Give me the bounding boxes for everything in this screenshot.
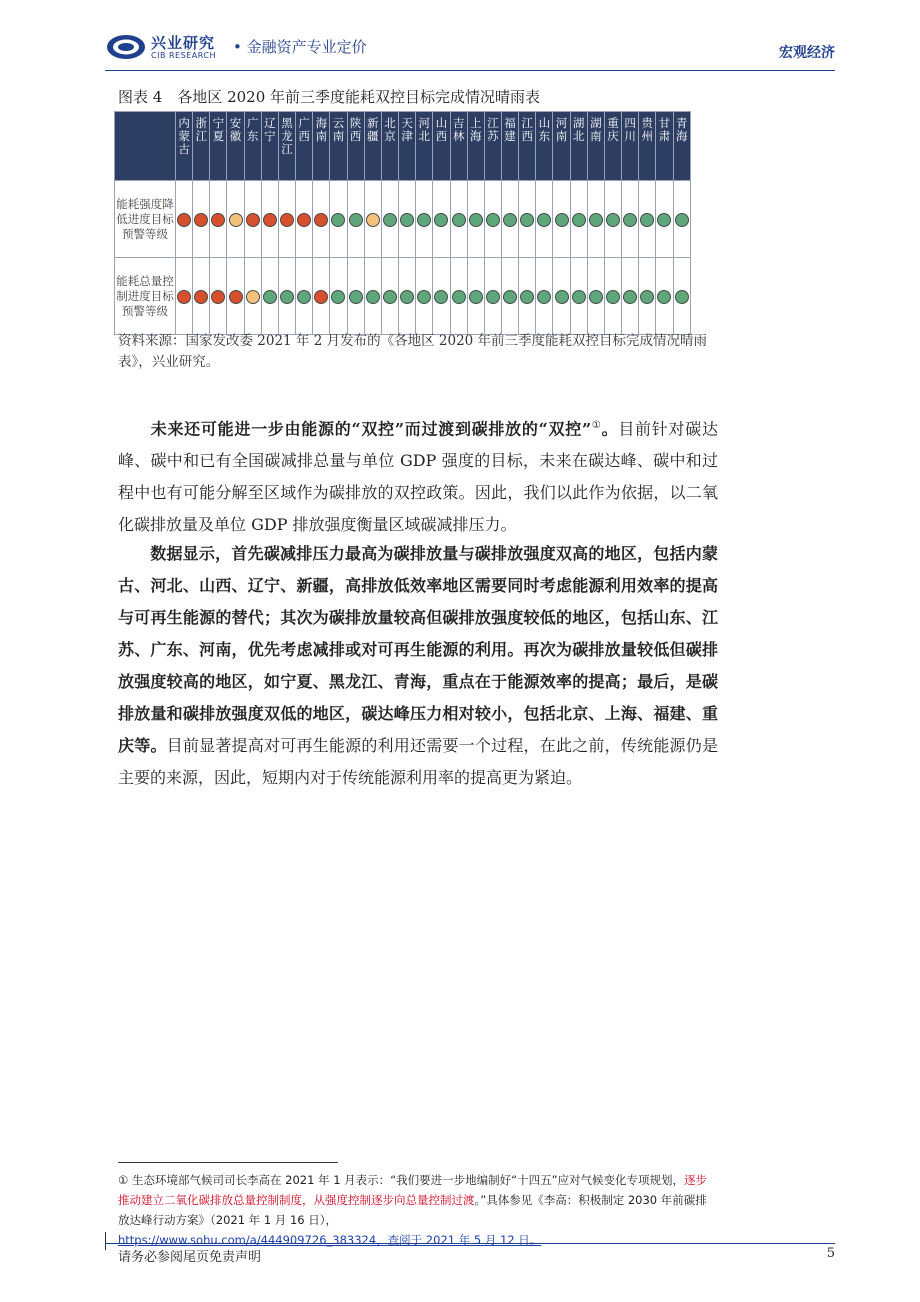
status-dot-green (555, 213, 569, 227)
disclaimer[interactable]: 请务必参阅尾页免责声明 (118, 1250, 262, 1265)
province-label: 江苏 (487, 116, 499, 143)
province-label: 内蒙古 (178, 116, 190, 156)
status-dot-green (640, 290, 654, 304)
status-dot-green (469, 213, 483, 227)
total-cell (278, 258, 295, 335)
footnote-divider (118, 1162, 338, 1163)
province-label: 云南 (332, 116, 345, 143)
figure-title: 图表 4 各地区 2020 年前三季度能耗双控目标完成情况晴雨表 (118, 88, 541, 106)
total-cell (193, 258, 210, 335)
province-label: 河北 (418, 116, 431, 143)
paragraph-2 (118, 538, 718, 794)
total-cell (364, 258, 381, 335)
province-header (261, 112, 278, 181)
intensity-cell (364, 181, 381, 258)
status-dot-green (520, 290, 534, 304)
province-label: 青海 (676, 116, 688, 143)
intensity-cell (433, 181, 450, 258)
intensity-cell (296, 181, 313, 258)
status-dot-green (555, 290, 569, 304)
status-dot-red (246, 213, 260, 227)
intensity-cell (604, 181, 621, 258)
intensity-cell (570, 181, 587, 258)
province-label: 广西 (298, 116, 310, 143)
province-header (330, 112, 347, 181)
status-dot-green (503, 213, 517, 227)
province-label: 安徽 (229, 116, 242, 143)
intensity-cell (519, 181, 536, 258)
total-row (115, 258, 691, 335)
intensity-cell (416, 181, 433, 258)
status-dot-green (623, 213, 637, 227)
brand-subtitle: CIB RESEARCH (151, 51, 216, 60)
province-header (450, 112, 467, 181)
paragraph-1-lead: 未来还可能进一步由能源的“双控”而过渡到碳排放的“双控” (150, 419, 592, 439)
intensity-cell (227, 181, 244, 258)
province-label: 甘肃 (658, 116, 671, 143)
intensity-cell (261, 181, 278, 258)
status-dot-red (263, 213, 277, 227)
status-dot-green (469, 290, 483, 304)
status-dot-green (589, 290, 603, 304)
province-label: 湖南 (590, 116, 602, 143)
status-dot-green (383, 290, 397, 304)
status-dot-red (280, 213, 294, 227)
province-header (484, 112, 501, 181)
province-label: 天津 (401, 116, 413, 143)
footer-divider (105, 1243, 835, 1244)
province-label: 新疆 (367, 116, 379, 143)
total-cell (296, 258, 313, 335)
province-header (313, 112, 330, 181)
total-cell (176, 258, 193, 335)
status-dot-green (349, 213, 363, 227)
status-dot-red (211, 290, 225, 304)
status-dot-green (606, 213, 620, 227)
province-header (210, 112, 227, 181)
margin-bar (105, 1232, 106, 1250)
intensity-cell (176, 181, 193, 258)
province-header (296, 112, 313, 181)
province-header (519, 112, 536, 181)
province-header (193, 112, 210, 181)
total-cell (433, 258, 450, 335)
province-header (278, 112, 295, 181)
status-dot-red (177, 290, 191, 304)
total-cell (656, 258, 673, 335)
province-label: 黑龙江 (281, 116, 293, 156)
total-cell (604, 258, 621, 335)
status-dot-green (640, 213, 654, 227)
status-dot-green (520, 213, 534, 227)
total-cell (244, 258, 261, 335)
rain-gauge-table (114, 111, 691, 335)
total-cell (313, 258, 330, 335)
cib-logo-icon (105, 32, 147, 62)
status-dot-green (366, 290, 380, 304)
status-dot-green (452, 213, 466, 227)
status-dot-green (263, 290, 277, 304)
province-label: 江西 (521, 116, 533, 143)
intensity-cell (639, 181, 656, 258)
province-label: 四川 (624, 116, 636, 143)
total-cell (570, 258, 587, 335)
intensity-cell (536, 181, 553, 258)
status-dot-green (400, 213, 414, 227)
status-dot-red (211, 213, 225, 227)
paragraph-2-lead: 数据显示，首先碳减排压力最高为碳排放量与碳排放强度双高的地区，包括内蒙古、河北、山西、辽宁、新疆，高排放低效率地区需要同时考虑能源利用效率的提高与可再生能源的替代；其次为碳排放量较高但碳排放强度较低的地区，包括山东、江苏、广东、河南，优先考虑减排或对可再生能源的利用。再次为碳排放量较低但碳排放强度较高的地区，如宁夏、黑龙江、青海，重点在于能源效率的提高；最后，是碳排放量和碳排放强度双低的地区，碳达峰压力相对较小，包括北京、上海、福建、重庆等。 (118, 544, 718, 755)
province-header (587, 112, 604, 181)
province-label: 浙江 (195, 116, 207, 143)
status-dot-green (417, 290, 431, 304)
intensity-cell (193, 181, 210, 258)
total-cell (416, 258, 433, 335)
province-header-row (115, 112, 691, 181)
status-dot-green (589, 213, 603, 227)
province-label: 吉林 (452, 116, 465, 143)
section-title: 宏观经济 (779, 45, 835, 61)
status-dot-green (417, 213, 431, 227)
paragraph-1-lead-end: 。 (601, 419, 619, 439)
status-dot-green (537, 290, 551, 304)
status-dot-green (572, 213, 586, 227)
status-dot-red (194, 213, 208, 227)
status-dot-green (280, 290, 294, 304)
intensity-cell (467, 181, 484, 258)
total-cell (347, 258, 364, 335)
total-cell (450, 258, 467, 335)
province-label: 贵州 (641, 116, 654, 143)
total-cell (227, 258, 244, 335)
status-dot-green (349, 290, 363, 304)
status-dot-green (657, 290, 671, 304)
header-divider (105, 70, 835, 71)
province-header (347, 112, 364, 181)
intensity-cell (381, 181, 398, 258)
province-header (604, 112, 621, 181)
intensity-cell (210, 181, 227, 258)
intensity-cell (501, 181, 518, 258)
status-dot-red (194, 290, 208, 304)
status-dot-green (537, 213, 551, 227)
total-cell (330, 258, 347, 335)
province-label: 上海 (469, 116, 482, 143)
province-header (364, 112, 381, 181)
province-header (656, 112, 673, 181)
intensity-cell (313, 181, 330, 258)
total-cell (484, 258, 501, 335)
province-header (399, 112, 416, 181)
province-label: 山东 (538, 116, 551, 143)
province-header (673, 112, 690, 181)
status-dot-green (434, 290, 448, 304)
status-dot-red (177, 213, 191, 227)
province-header (176, 112, 193, 181)
intensity-cell (399, 181, 416, 258)
intensity-cell (450, 181, 467, 258)
status-dot-green (331, 290, 345, 304)
total-cell (261, 258, 278, 335)
province-header (244, 112, 261, 181)
intensity-cell (656, 181, 673, 258)
footnote-link[interactable]: https://www.sohu.com/a/444909726_383324 (118, 1233, 377, 1247)
province-label: 辽宁 (264, 116, 276, 143)
total-cell (587, 258, 604, 335)
status-dot-green (400, 290, 414, 304)
footnote (118, 1170, 718, 1250)
total-cell (639, 258, 656, 335)
intensity-cell (484, 181, 501, 258)
intensity-row-label: 能耗强度降低进度目标预警等级 (115, 181, 176, 258)
intensity-cell (553, 181, 570, 258)
status-dot-yellow (229, 213, 243, 227)
status-dot-red (314, 290, 328, 304)
table-corner (115, 112, 176, 181)
province-label: 陕西 (349, 116, 362, 143)
province-header (381, 112, 398, 181)
intensity-cell (622, 181, 639, 258)
province-label: 重庆 (607, 116, 619, 143)
status-dot-green (606, 290, 620, 304)
paragraph-1 (118, 410, 718, 541)
intensity-row (115, 181, 691, 258)
page-number: 5 (826, 1246, 835, 1261)
paragraph-1-body: 目前针对碳达峰、碳中和已有全国碳减排总量与单位 GDP 强度的目标，未来在碳达峰、碳中和过程中也有可能分解至区域作为碳排放的双控政策。因此，我们以此作为依据，以二氧化碳排放量及单位 GDP 排放强度衡量区域碳减排压力。 (118, 419, 718, 535)
footnote-marker: ① (118, 1173, 129, 1187)
total-cell (467, 258, 484, 335)
paragraph-2-body: 目前显著提高对可再生能源的利用还需要一个过程，在此之前，传统能源仍是主要的来源，因此，短期内对于传统能源利用率的提高更为紧迫。 (118, 736, 718, 787)
province-header (570, 112, 587, 181)
total-cell (399, 258, 416, 335)
province-header (416, 112, 433, 181)
status-dot-green (675, 213, 689, 227)
brand-name: 兴业研究 (151, 34, 216, 52)
province-label: 福建 (504, 116, 516, 143)
status-dot-green (503, 290, 517, 304)
status-dot-green (657, 213, 671, 227)
province-header (553, 112, 570, 181)
total-cell (553, 258, 570, 335)
intensity-cell (587, 181, 604, 258)
status-dot-green (572, 290, 586, 304)
province-label: 广东 (246, 116, 259, 143)
total-cell (210, 258, 227, 335)
province-header (622, 112, 639, 181)
status-dot-red (314, 213, 328, 227)
status-dot-green (331, 213, 345, 227)
total-row-label: 能耗总量控制进度目标预警等级 (115, 258, 176, 335)
province-header (639, 112, 656, 181)
intensity-cell (278, 181, 295, 258)
total-cell (519, 258, 536, 335)
status-dot-green (675, 290, 689, 304)
total-cell (501, 258, 518, 335)
province-header (501, 112, 518, 181)
province-label: 山西 (435, 116, 448, 143)
intensity-cell (330, 181, 347, 258)
footnote-link-tail[interactable]: ，查阅于 2021 年 5 月 12 日。 (376, 1233, 542, 1247)
intensity-cell (673, 181, 690, 258)
province-header (536, 112, 553, 181)
status-dot-yellow (366, 213, 380, 227)
footnote-highlight: 逐步推动建立二氧化碳排放总量控制制度，从强度控制逐步向总量控制过渡 (118, 1173, 708, 1207)
province-label: 河南 (555, 116, 568, 143)
status-dot-yellow (246, 290, 260, 304)
province-label: 北京 (384, 116, 396, 143)
total-cell (673, 258, 690, 335)
footnote-text-a: 生态环境部气候司司长李高在 2021 年 1 月表示：“我们要进一步地编制好“十四五”应对气候变化专项规划， (131, 1173, 685, 1187)
status-dot-green (623, 290, 637, 304)
province-label: 湖北 (572, 116, 585, 143)
status-dot-green (486, 213, 500, 227)
status-dot-red (297, 213, 311, 227)
total-cell (536, 258, 553, 335)
status-dot-green (486, 290, 500, 304)
footnote-ref[interactable]: ① (591, 420, 602, 431)
brand-tagline: • 金融资产专业定价 (233, 38, 367, 56)
province-header (433, 112, 450, 181)
status-dot-green (434, 213, 448, 227)
total-cell (622, 258, 639, 335)
status-dot-green (383, 213, 397, 227)
status-dot-green (297, 290, 311, 304)
intensity-cell (244, 181, 261, 258)
province-header (467, 112, 484, 181)
footnote-text-b: 。”具体参见《李高：积极制定 2030 年前碳排放达峰行动方案》（2021 年 1 月 16 日）， (118, 1193, 707, 1227)
intensity-cell (347, 181, 364, 258)
status-dot-red (229, 290, 243, 304)
province-label: 宁夏 (212, 116, 225, 143)
page-header (105, 30, 835, 70)
province-header (227, 112, 244, 181)
total-cell (381, 258, 398, 335)
figure-source: 资料来源：国家发改委 2021 年 2 月发布的《各地区 2020 年前三季度能耗双控目标完成情况晴雨表》，兴业研究。 (118, 333, 708, 370)
province-label: 海南 (315, 116, 328, 143)
status-dot-green (452, 290, 466, 304)
